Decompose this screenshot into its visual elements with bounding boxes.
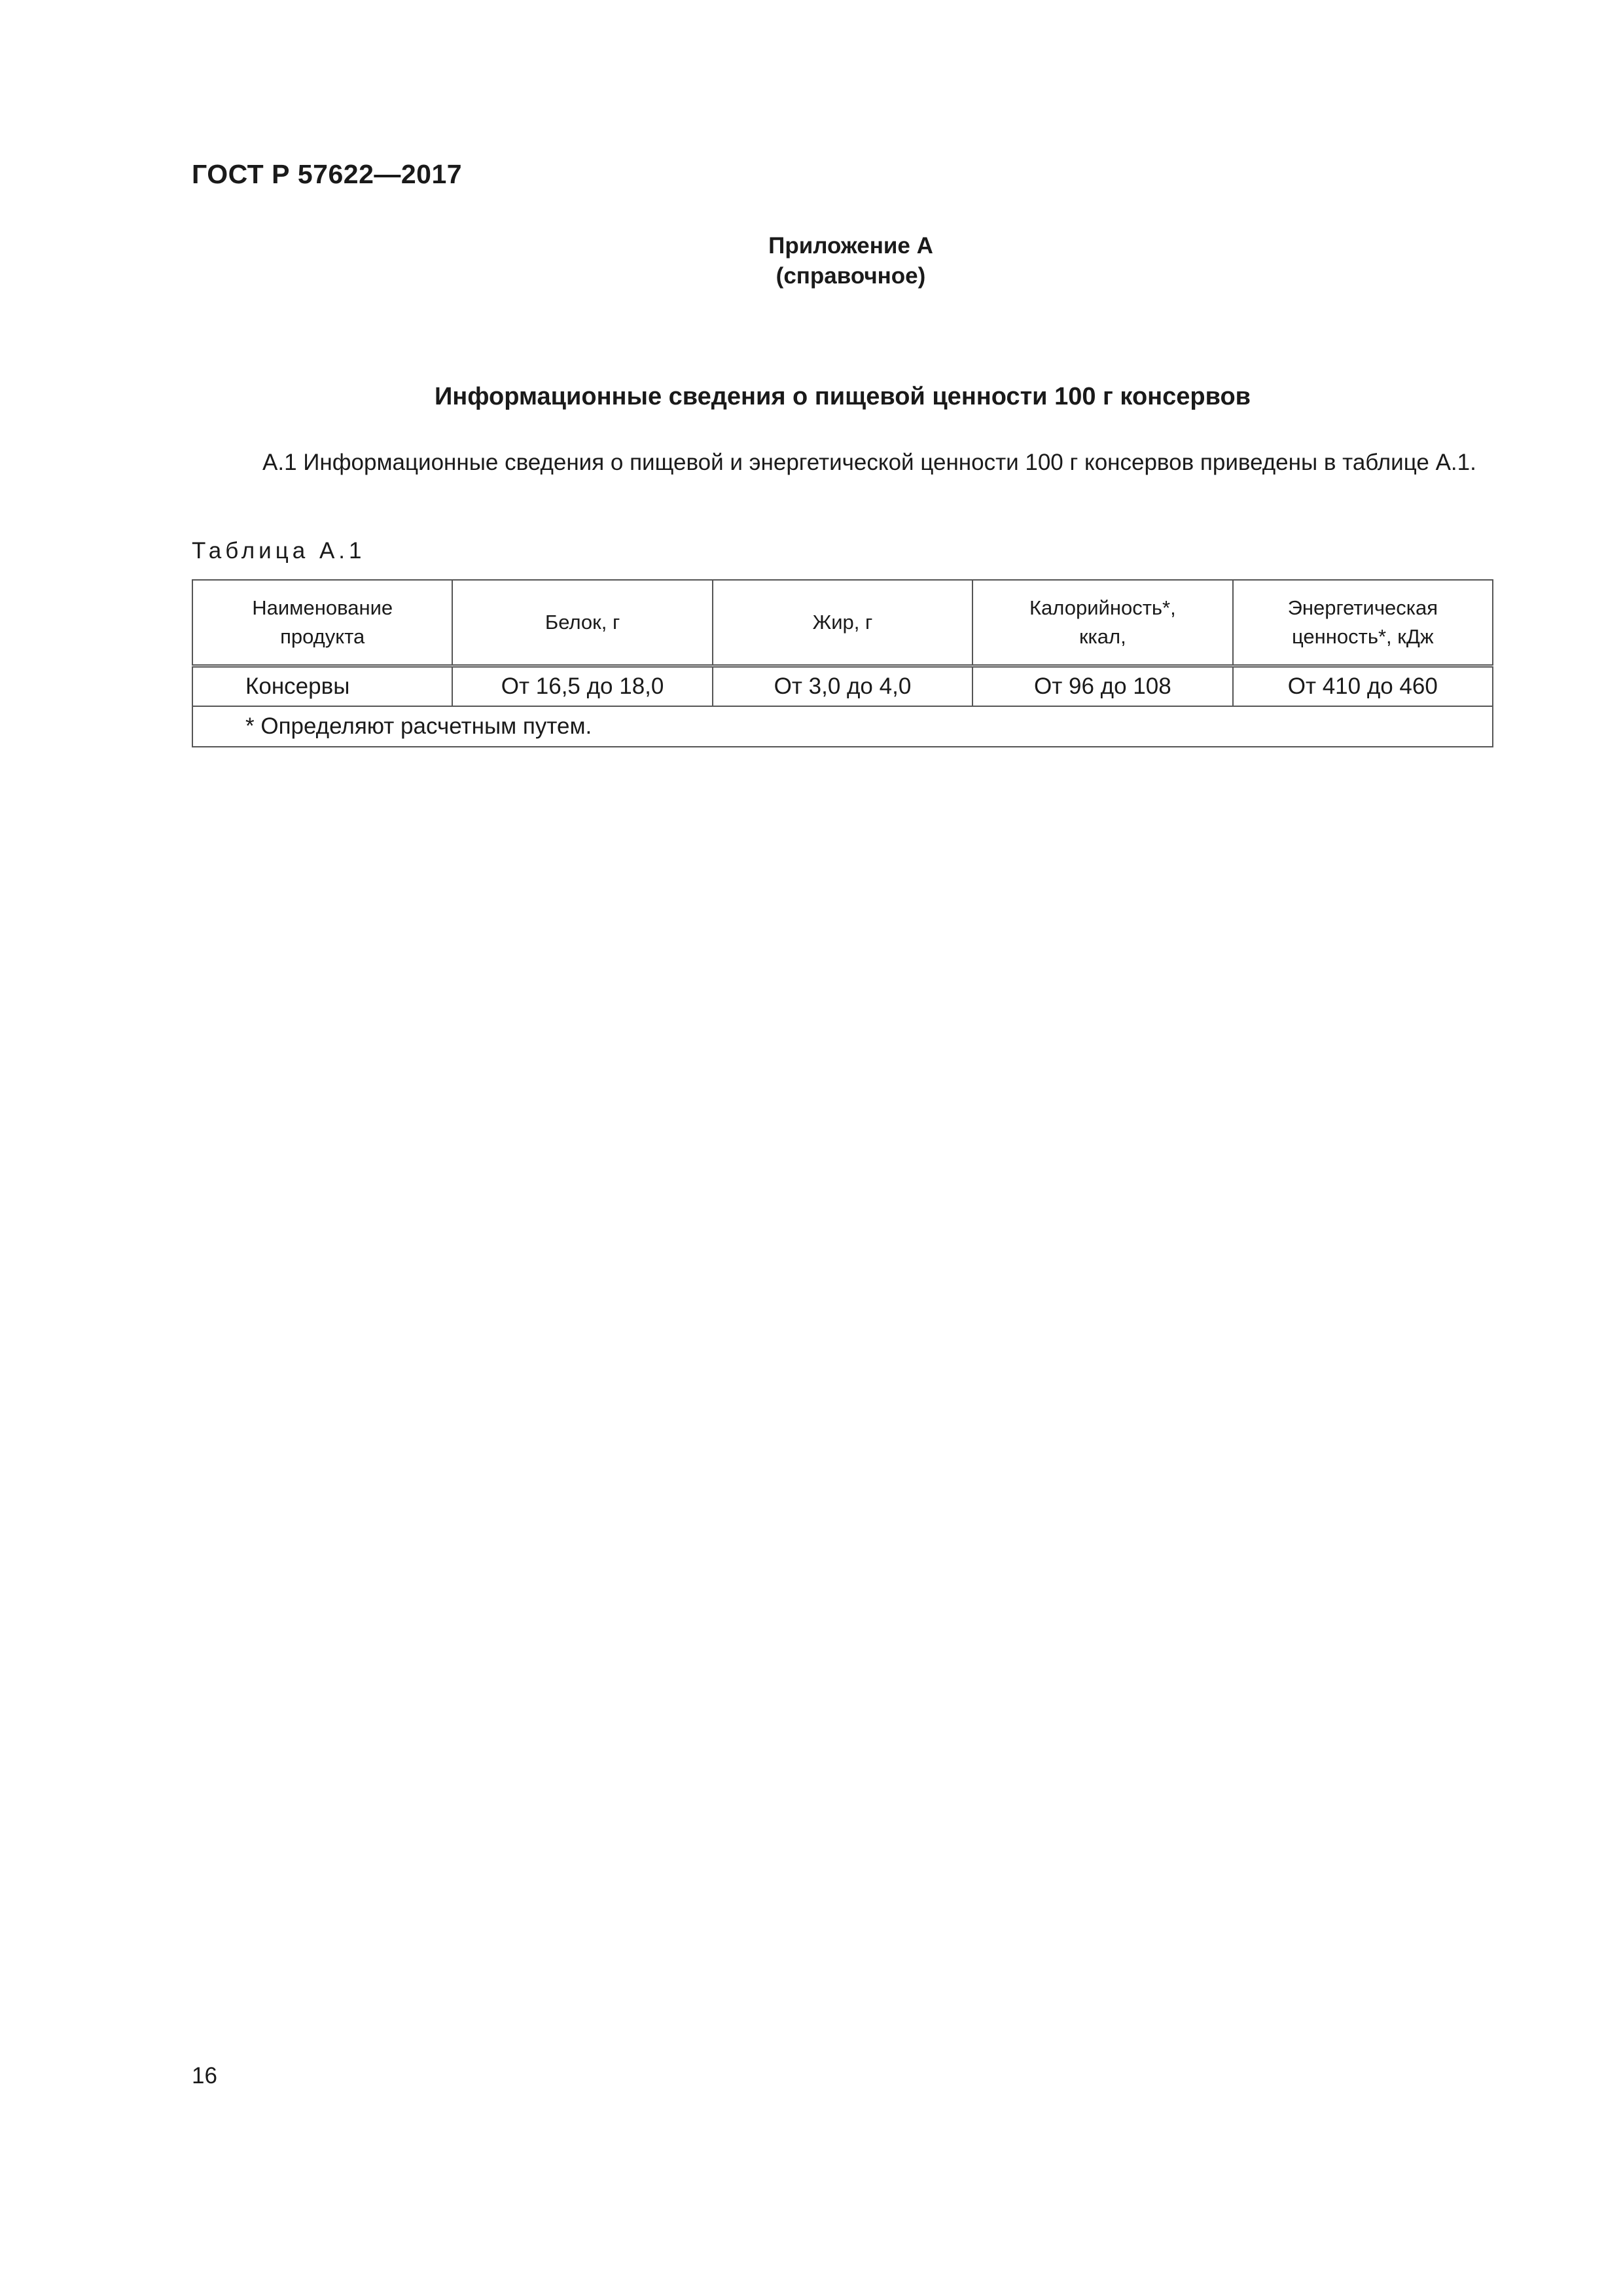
page-number: 16 [192,2063,217,2089]
appendix-type: (справочное) [776,263,926,289]
cell-energy: От 410 до 460 [1233,666,1493,707]
header-calories: Калорийность*, ккал, [972,580,1232,666]
table-header-row [192,580,1493,666]
header-protein: Белок, г [452,580,712,666]
cell-fat: От 3,0 до 4,0 [713,666,972,707]
cell-calories: От 96 до 108 [972,666,1232,707]
paragraph-a1: А.1 Информационные сведения о пищевой и энергетической ценности 100 г консервов приведены в таблице А.1. [262,450,1476,475]
table-footnote-row [192,706,1493,747]
nutrition-table [192,579,1493,747]
header-fat: Жир, г [713,580,972,666]
cell-product: Консервы [192,666,452,707]
appendix-heading [700,231,1001,291]
table-row [192,666,1493,707]
section-title: Информационные сведения о пищевой ценности 100 г консервов [434,383,1251,410]
table-caption: Таблица А.1 [192,538,366,564]
header-energy-value: Энергетическая ценность*, кДж [1233,580,1493,666]
document-code: ГОСТ Р 57622—2017 [192,159,463,189]
header-product-name: Наименование продукта [192,580,452,666]
appendix-title: Приложение А [768,233,933,259]
nutrition-table-container [192,579,1493,747]
table-footnote: * Определяют расчетным путем. [192,706,1493,747]
cell-protein: От 16,5 до 18,0 [452,666,712,707]
